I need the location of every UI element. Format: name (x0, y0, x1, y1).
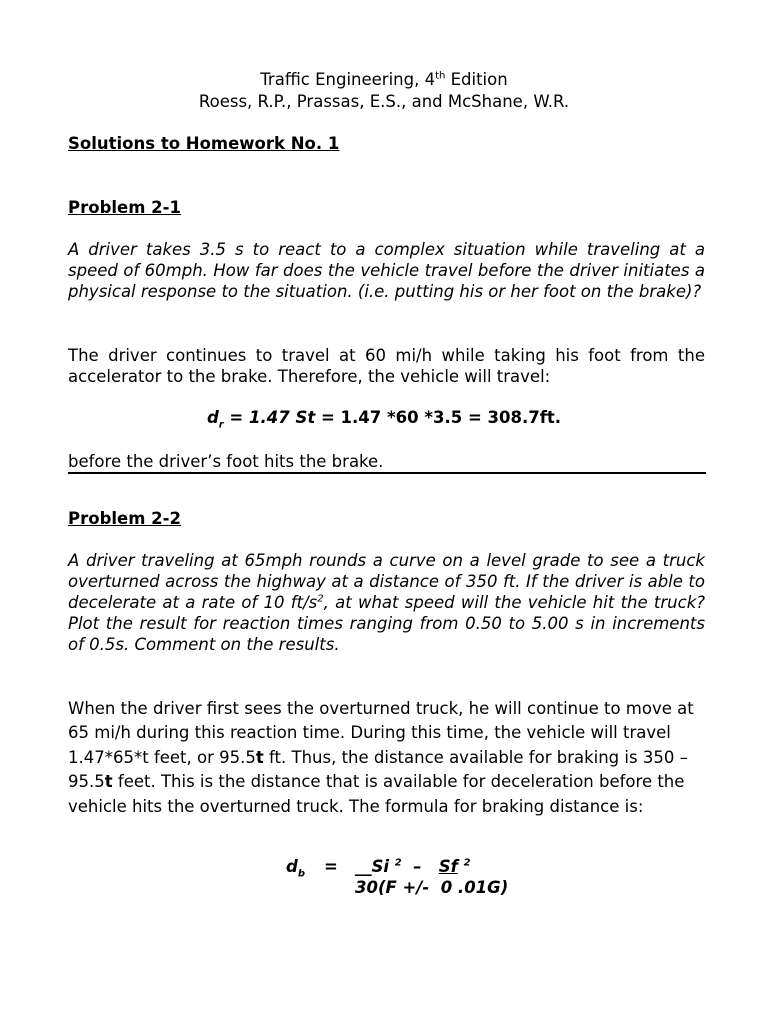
braking-formula-denominator: 30(F +/- 0 .01G) (355, 878, 509, 897)
braking-formula-num-sup2: 2 (463, 857, 471, 869)
book-title-prefix: Traffic Engineering, 4 (260, 70, 436, 89)
formula-distance-var: d (206, 408, 219, 427)
problem-2-1-conclusion: before the driver’s foot hits the brake. (68, 452, 384, 471)
problem-2-2-question (68, 550, 705, 655)
formula-distance-sub: r (218, 419, 224, 431)
problem-2-2-answer (68, 697, 708, 819)
reaction-distance-formula (0, 408, 768, 431)
problem-2-2-answer-c: feet. This is the distance that is available for deceleration before the vehicle hits the overturned truck. The formula for braking distance is: (68, 772, 685, 816)
problem-2-1-question: A driver takes 3.5 s to react to a complex situation while traveling at a speed of 60mph. How far does the vehicle travel before the driver initiates a physical response to the situation. (i.e. putting his or her foot on the brake)? (68, 240, 705, 301)
problem-2-2-answer-b: ft. Thus, the distance available for braking is 350 – 95.5 (68, 747, 688, 792)
problem-2-2-question-part2: , at what speed will the vehicle hit the truck? Plot the result for reaction times ranging from 0.50 to 5.00 s in increments of 0.5s. Comment on the results. (68, 593, 706, 654)
problem-2-2-answer-a: When the driver first sees the overturned truck, he will continue to move at 65 mi/h during this reaction time. During this time, the vehicle will travel 1.47*65*t feet, or 95.5 (68, 699, 694, 767)
braking-formula-num-b: Sf (438, 857, 458, 876)
braking-formula-num-dash: – (413, 857, 422, 876)
braking-formula-num-sup1: 2 (394, 857, 402, 869)
problem-2-2-question-part1: A driver traveling at 65mph rounds a curve on a level grade to see a truck overturned across the highway at a distance of 350 ft. If the driver is able to decelerate at a rate of 10 ft/s (68, 551, 705, 612)
braking-formula-sub: b (297, 868, 305, 880)
problem-2-2-answer-t2: t (104, 772, 113, 792)
book-authors: Roess, R.P., Prassas, E.S., and McShane, W.R. (198, 92, 570, 111)
formula-distance-rhs: = 1.47 *60 *3.5 = 308.7ft. (315, 408, 562, 427)
braking-formula-lhs (286, 857, 305, 880)
formula-distance-mid: = 1.47 St (223, 408, 316, 427)
homework-title: Solutions to Homework No. 1 (68, 134, 340, 153)
section-divider (68, 472, 706, 474)
book-title-superscript: th (435, 70, 446, 82)
book-title (0, 70, 768, 90)
problem-2-2-heading: Problem 2-2 (68, 509, 181, 528)
problem-2-1-answer: The driver continues to travel at 60 mi/h while taking his foot from the accelerator to the brake. Therefore, the vehicle will travel: (68, 346, 705, 386)
book-title-suffix: Edition (445, 70, 508, 89)
braking-formula-var: d (286, 857, 298, 876)
braking-formula-num-a: __Si (355, 857, 390, 876)
problem-2-2-answer-t1: t (255, 747, 264, 767)
problem-2-2-question-sup: 2 (317, 593, 324, 605)
braking-formula-numerator (355, 857, 471, 877)
braking-formula-equals: = (324, 857, 338, 876)
problem-2-1-heading: Problem 2-1 (68, 198, 181, 217)
